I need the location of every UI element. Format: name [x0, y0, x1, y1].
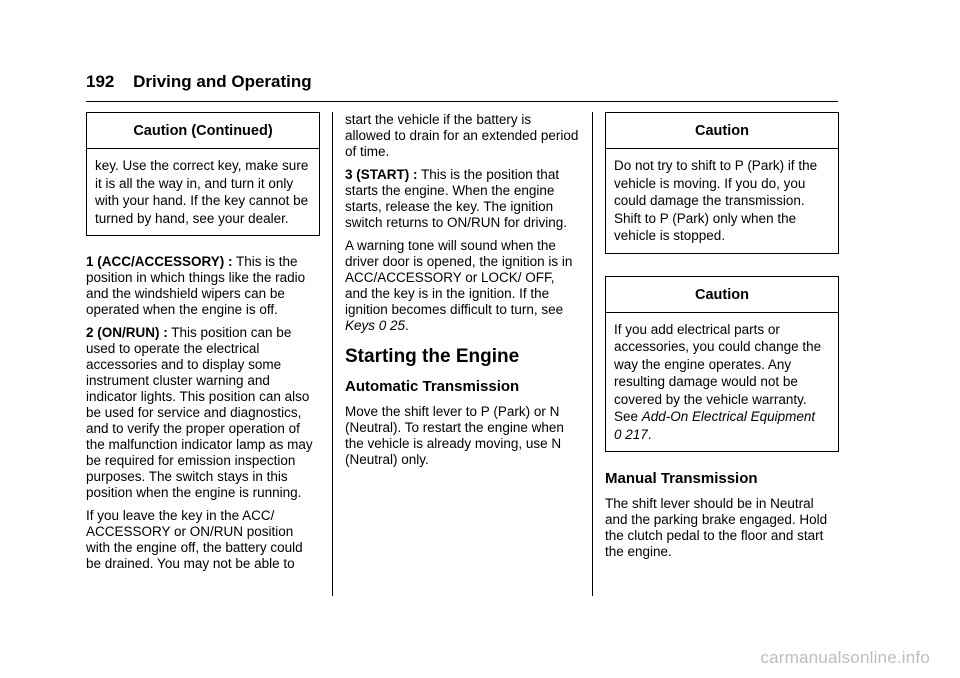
caution-box-continued [86, 112, 320, 236]
period: . [647, 426, 652, 442]
term-start: 3 (START) : [345, 167, 418, 182]
term-on-run: 2 (ON/RUN) : [86, 325, 168, 340]
section-heading: Starting the Engine [345, 346, 520, 367]
column-divider-2 [592, 112, 593, 596]
page-header [86, 72, 312, 92]
caution-title: Caution [606, 113, 838, 149]
header-rule [86, 101, 838, 102]
paragraph-battery-cont: start the vehicle if the battery is allowed to drain for an extended period of time. [345, 112, 579, 159]
paragraph-on-run [86, 325, 320, 501]
ref-keys[interactable]: 0 25 [375, 318, 406, 333]
caution-body: key. Use the correct key, make sure it is all the way in, and turn it only with your hand. If the key cannot be turned by hand, see your dealer. [95, 158, 309, 226]
text-on-run: This position can be used to operate the electrical accessories and to display some instrument cluster warning and indicator lights. This position can also be used for service and diagnostics, and to verify the proper operation of the malfunction indicator lamp as may be required for emission inspection purposes. The switch stays in this position when the engine is running. [86, 325, 313, 500]
paragraph-warning-tone [345, 238, 579, 334]
page-number: 192 [86, 72, 115, 91]
link-keys[interactable]: Keys [345, 318, 376, 333]
paragraph-manual: The shift lever should be in Neutral and the parking brake engaged. Hold the clutch pedal to the floor and start the engine. [605, 496, 828, 559]
column-2 [345, 112, 579, 475]
paragraph-automatic: Move the shift lever to P (Park) or N (Neutral). To restart the engine when the vehicle is already moving, use N (Neutral) only. [345, 404, 564, 467]
term-acc: 1 (ACC/ACCESSORY) : [86, 254, 233, 269]
link-add-on-electrical[interactable]: Add-On Electrical Equipment [641, 409, 816, 424]
column-divider-1 [332, 112, 333, 596]
subheading-manual: Manual Transmission [605, 470, 758, 487]
column-3 [605, 112, 839, 567]
subheading-automatic: Automatic Transmission [345, 378, 520, 395]
caution-title: Caution [606, 277, 838, 313]
caution-body: Do not try to shift to P (Park) if the vehicle is moving. If you do, you could damage the transmission. Shift to P (Park) only when the vehicle is stopped. [614, 158, 818, 243]
caution-text: If you add electrical parts or accessories, you could change the way the engine operates. Any resulting damage would not be covered by the vehicle warranty. See [614, 321, 822, 424]
caution-body [606, 313, 838, 452]
page-title: Driving and Operating [133, 72, 312, 91]
watermark: carmanualsonline.info [760, 648, 930, 667]
ref-add-on-electrical[interactable]: 0 217 [614, 426, 648, 442]
text-warning-tone: A warning tone will sound when the driver door is opened, the ignition is in ACC/ACCESSORY or LOCK/ OFF, and the key is in the ignition. If the ignition becomes difficult to turn, see [345, 238, 573, 317]
paragraph-acc [86, 254, 320, 318]
paragraph-battery: If you leave the key in the ACC/ ACCESSORY or ON/RUN position with the engine off, the battery could be drained. You may not be able to [86, 508, 303, 571]
paragraph-start [345, 167, 579, 231]
text-acc: This is the position in which things like the radio and the windshield wipers can be operated when the engine is off. [86, 254, 306, 317]
column-1 [86, 112, 320, 579]
period: . [405, 318, 409, 333]
caution-box-park [605, 112, 839, 254]
text-start: This is the position that starts the engine. When the engine starts, release the key. The ignition switch returns to ON/RUN for driving. [345, 167, 568, 230]
caution-box-electrical [605, 276, 839, 453]
caution-title: Caution (Continued) [87, 113, 319, 149]
